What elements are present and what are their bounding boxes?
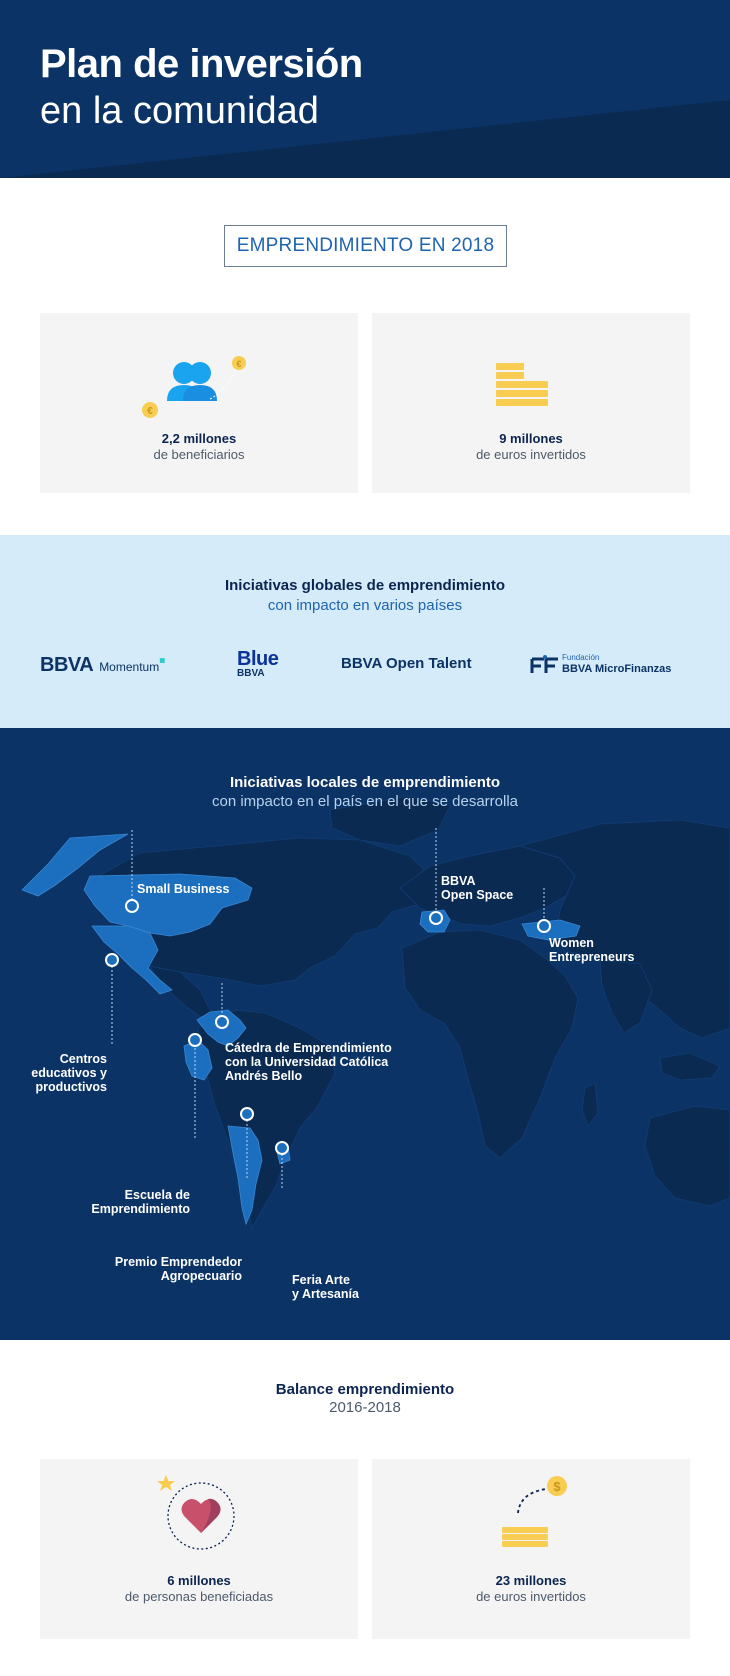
stat-label: de euros invertidos	[476, 1589, 586, 1604]
stat-value: 6 millones	[167, 1573, 231, 1588]
continent-africa	[402, 930, 578, 1158]
page-header	[0, 0, 730, 178]
stat-card-investment-total	[372, 1459, 690, 1639]
region-indonesia	[660, 1053, 720, 1080]
marker-premio	[241, 1108, 253, 1120]
region-madagascar	[582, 1083, 598, 1126]
microfinanzas-name: BBVA MicroFinanzas	[562, 663, 672, 675]
label-feria: Feria Arte y Artesanía	[292, 1273, 359, 1301]
stat-value: 2,2 millones	[161, 431, 237, 446]
label-women: Women Entrepreneurs	[549, 936, 635, 964]
world-map	[0, 728, 730, 1340]
stat-label: de personas beneficiadas	[124, 1589, 274, 1604]
svg-text:€: €	[147, 406, 153, 417]
label-small-business: Small Business	[137, 882, 230, 896]
open-talent-logo: BBVA Open Talent	[341, 655, 472, 672]
marker-escuela	[189, 1034, 201, 1046]
microfinanzas-mark-icon	[530, 655, 560, 675]
marker-open-space	[430, 912, 442, 924]
label-open-space: BBVA Open Space	[441, 874, 514, 902]
local-subtitle: con impacto en el país en el que se desarrolla	[211, 793, 519, 810]
header-background	[0, 0, 730, 178]
local-initiatives-section	[0, 728, 730, 1340]
stat-value: 9 millones	[499, 431, 563, 446]
label-centros: Centros educativos y productivos	[31, 1052, 107, 1094]
label-catedra: Cátedra de Emprendimiento con la Universidad Católica Andrés Bello	[225, 1041, 392, 1083]
marker-catedra	[216, 1016, 228, 1028]
momentum-name: Momentum	[99, 660, 160, 674]
coin-path-icon	[502, 1473, 592, 1553]
global-initiatives-section	[0, 535, 730, 728]
marker-centros	[106, 954, 118, 966]
global-title: Iniciativas globales de emprendimiento	[224, 577, 506, 594]
bbva-momentum-logo	[40, 654, 165, 677]
people-coins-icon	[140, 355, 250, 425]
balance-title: Balance emprendimiento	[275, 1381, 455, 1398]
coin-stack-icon	[496, 363, 556, 409]
blue-bbva-logo	[237, 650, 278, 680]
heart-icon	[156, 1475, 236, 1551]
global-subtitle: con impacto en varios países	[267, 597, 463, 614]
marker-feria	[276, 1142, 288, 1154]
marker-small-business	[126, 900, 138, 912]
svg-text:€: €	[236, 359, 242, 369]
stat-card-investment-2018	[372, 313, 690, 493]
stat-card-beneficiaries	[40, 313, 358, 493]
page-title: Plan de inversión	[40, 42, 363, 86]
microfinanzas-top: Fundación	[562, 653, 600, 662]
momentum-dot-icon: ■	[159, 655, 165, 667]
section-badge: EMPRENDIMIENTO EN 2018	[224, 225, 507, 267]
svg-text:$: $	[553, 1479, 561, 1494]
blue-brand: BBVA	[237, 668, 265, 679]
label-premio: Premio Emprendedor Agropecuario	[114, 1255, 242, 1283]
momentum-brand: BBVA	[40, 654, 94, 676]
page-subtitle: en la comunidad	[40, 90, 319, 132]
blue-name: Blue	[237, 648, 279, 670]
stat-value: 23 millones	[495, 1573, 567, 1588]
stat-card-people	[40, 1459, 358, 1639]
marker-women	[538, 920, 550, 932]
balance-period: 2016-2018	[329, 1399, 401, 1416]
continent-australia	[645, 1106, 730, 1206]
local-title: Iniciativas locales de emprendimiento	[229, 774, 501, 791]
stat-label: de beneficiarios	[153, 447, 245, 462]
stat-label: de euros invertidos	[476, 447, 586, 462]
label-escuela: Escuela de Emprendimiento	[91, 1188, 190, 1216]
